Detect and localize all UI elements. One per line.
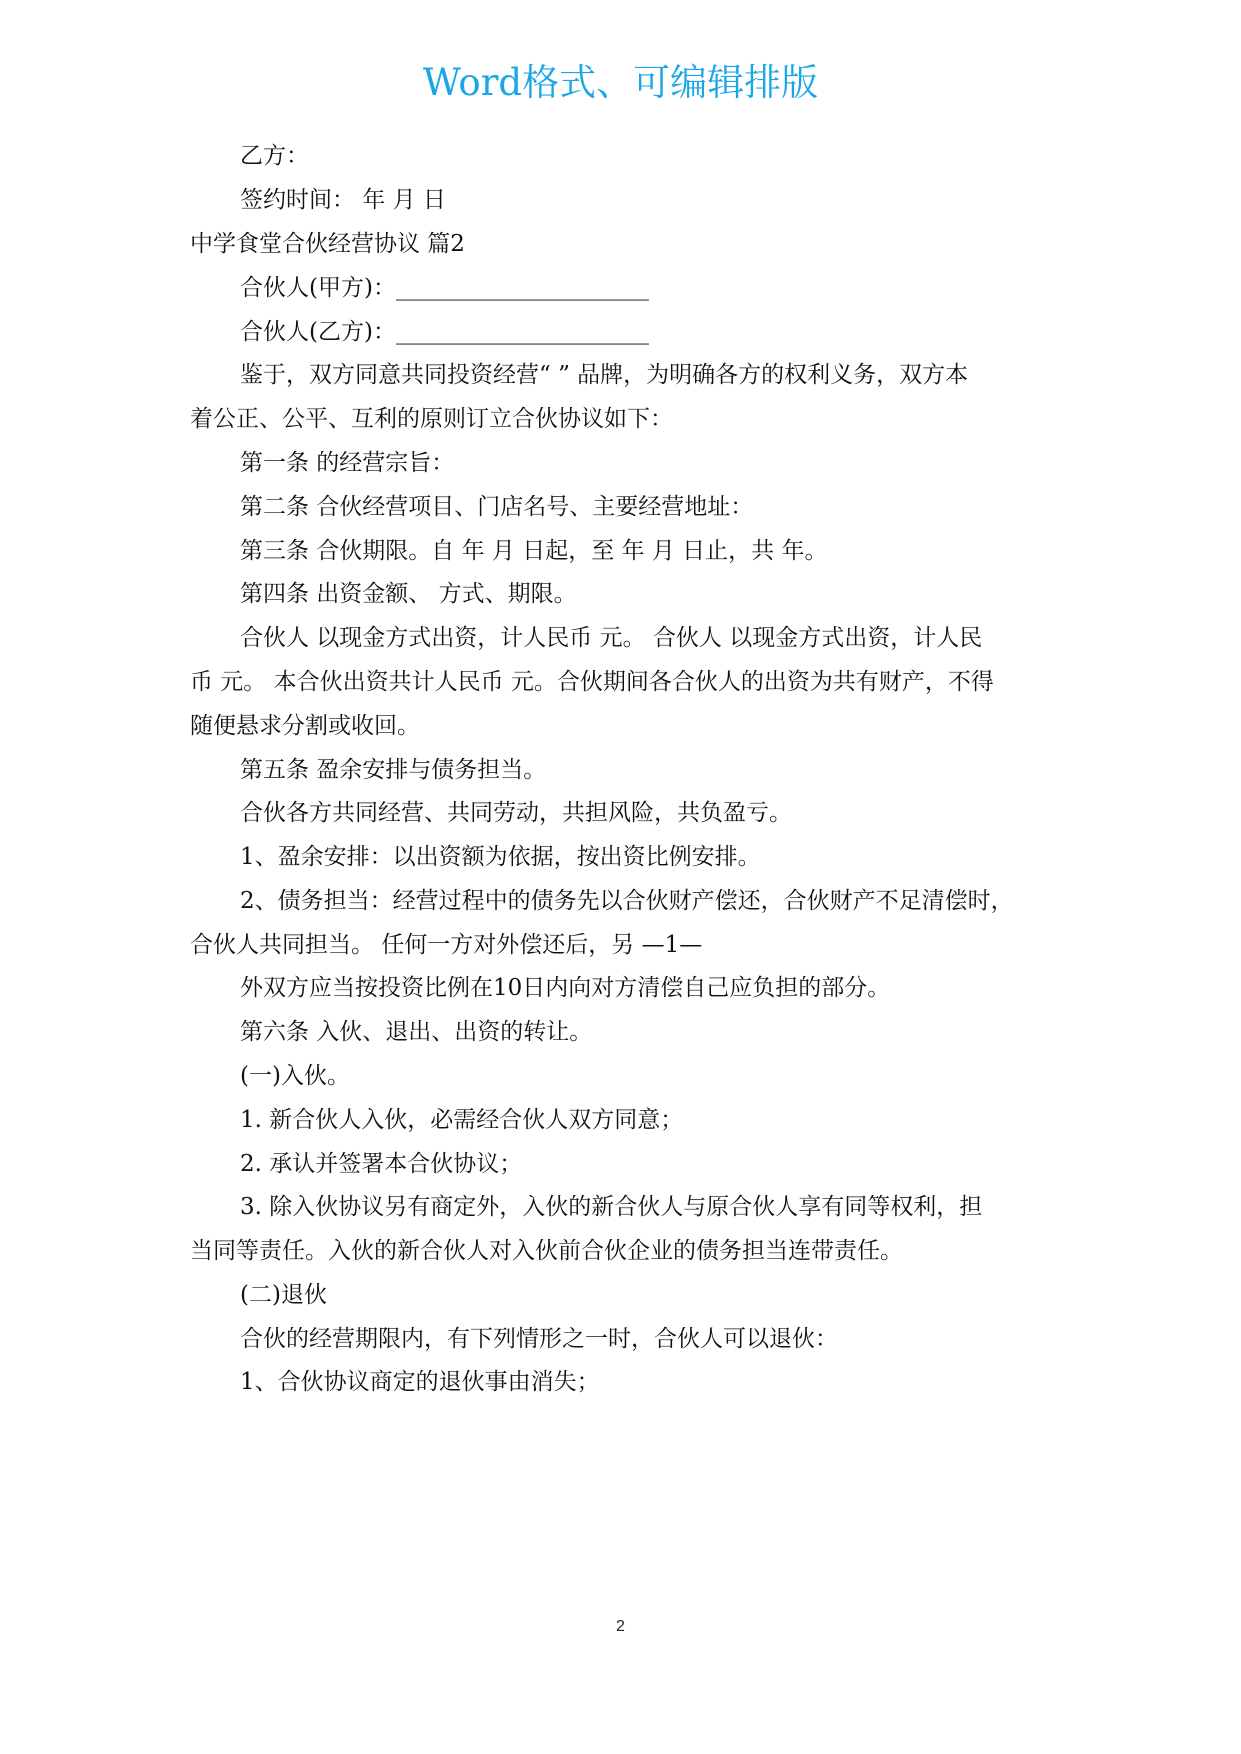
text-line: 乙方： xyxy=(240,143,309,169)
text-line: 第四条 出资金额、 方式、期限。 xyxy=(240,581,577,607)
text-line: (二)退伙 xyxy=(240,1282,327,1308)
text-line: 着公正、公平、互利的原则订立合伙协议如下： xyxy=(190,406,673,432)
text-line: 1. 新合伙人入伙，必需经合伙人双方同意； xyxy=(240,1107,684,1133)
text-line: 第一条 的经营宗旨： xyxy=(240,450,455,476)
text-line: 合伙各方共同经营、共同劳动，共担风险，共负盈亏。 xyxy=(240,800,792,826)
section-heading: 中学食堂合伙经营协议 篇2 xyxy=(190,231,465,257)
text-line: 合伙人(乙方)：______________________ xyxy=(240,319,649,345)
text-line: 币 元。 本合伙出资共计人民币 元。合伙期间各合伙人的出资为共有财产，不得 xyxy=(190,669,994,695)
text-line: 合伙的经营期限内，有下列情形之一时，合伙人可以退伙： xyxy=(240,1326,838,1352)
text-line: 3. 除入伙协议另有商定外，入伙的新合伙人与原合伙人享有同等权利，担 xyxy=(240,1194,983,1220)
text-line: 1、盈余安排：以出资额为依据，按出资比例安排。 xyxy=(240,844,761,870)
text-line: 当同等责任。入伙的新合伙人对入伙前合伙企业的债务担当连带责任。 xyxy=(190,1238,903,1264)
text-line: 随便悬求分割或收回。 xyxy=(190,713,420,739)
text-line: 第五条 盈余安排与债务担当。 xyxy=(240,757,547,783)
text-line: 第六条 入伙、退出、出资的转让。 xyxy=(240,1019,593,1045)
text-line: (一)入伙。 xyxy=(240,1063,350,1089)
text-line: 外双方应当按投资比例在10日内向对方清偿自己应负担的部分。 xyxy=(240,975,891,1001)
text-line: 合伙人共同担当。 任何一方对外偿还后，另 —1— xyxy=(190,932,703,958)
text-line: 1、合伙协议商定的退伙事由消失； xyxy=(240,1369,600,1395)
text-line: 第二条 合伙经营项目、门店名号、主要经营地址： xyxy=(240,494,754,520)
text-line: 合伙人(甲方)：______________________ xyxy=(240,275,649,301)
text-line: 2、债务担当：经营过程中的债务先以合伙财产偿还，合伙财产不足清偿时， xyxy=(240,888,1014,914)
page-number: 2 xyxy=(616,1618,625,1635)
document-header-title: Word格式、可编辑排版 xyxy=(422,61,819,104)
text-line: 合伙人 以现金方式出资，计人民币 元。 合伙人 以现金方式出资，计人民 xyxy=(240,625,983,651)
text-line: 签约时间： 年 月 日 xyxy=(240,187,446,213)
text-line: 鉴于，双方同意共同投资经营“ ” 品牌，为明确各方的权利义务，双方本 xyxy=(240,362,969,388)
text-line: 2. 承认并签署本合伙协议； xyxy=(240,1151,523,1177)
text-line: 第三条 合伙期限。自 年 月 日起，至 年 月 日止，共 年。 xyxy=(240,538,828,564)
